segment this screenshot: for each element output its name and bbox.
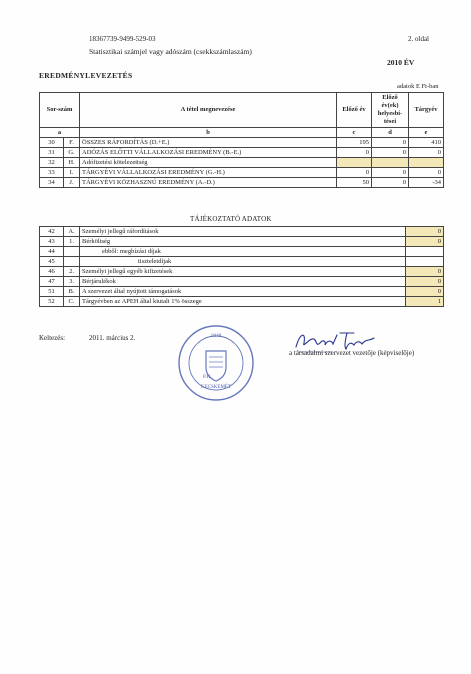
letter-b: b [80, 128, 337, 138]
table-row [40, 158, 444, 168]
row-number: 32 [40, 158, 64, 168]
row-name: tiszteletdíjak [80, 257, 406, 267]
stamp-city: KECSKEMÉT [201, 385, 231, 390]
row-name: Személyi jellegű ráfordítások [80, 227, 406, 237]
row-name: ÖSSZES RÁFORDÍTÁS (D.+E.) [80, 138, 337, 148]
prev-year-value: 195 [337, 138, 372, 148]
prev-year-value: 50 [337, 178, 372, 188]
letter-d: d [372, 128, 409, 138]
prev-year-value: 0 [337, 148, 372, 158]
units-note: adatok E Ft-ban [397, 83, 439, 90]
row-code: F. [64, 138, 80, 148]
stamp-ph: P.H. [203, 375, 212, 380]
row-name: Tárgyévben az APEH által kiutalt 1% összege [80, 297, 406, 307]
info-value: 0 [406, 237, 444, 247]
row-code: B. [64, 287, 80, 297]
tax-id: 18367739-9499-529-03 [89, 35, 156, 43]
table-row [40, 227, 444, 237]
info-value [406, 257, 444, 267]
info-value: 0 [406, 277, 444, 287]
table-row [40, 148, 444, 158]
header-current-year: Tárgyév [409, 93, 444, 128]
section-title: EREDMÉNYLEVEZETÉS [39, 71, 133, 80]
row-number: 43 [40, 237, 64, 247]
row-name: TÁRGYÉVI VÁLLALKOZÁSI EREDMÉNY (G.-H.) [80, 168, 337, 178]
row-name: Bérköltség [80, 237, 406, 247]
row-number: 45 [40, 257, 64, 267]
current-year-value: 410 [409, 138, 444, 148]
row-code: 1. [64, 237, 80, 247]
table-row [40, 138, 444, 148]
letter-a: a [40, 128, 80, 138]
current-year-value [409, 158, 444, 168]
letter-e: e [409, 128, 444, 138]
page-number: 2. oldal [408, 35, 429, 43]
table-row [40, 297, 444, 307]
table-header-row [40, 93, 444, 128]
row-name: Személyi jellegű egyéb kifizetések [80, 267, 406, 277]
row-number: 52 [40, 297, 64, 307]
row-code: I. [64, 168, 80, 178]
header-item: A tétel megnevezése [80, 93, 337, 128]
row-code: 3. [64, 277, 80, 287]
header-prev-year: Előző év [337, 93, 372, 128]
row-code: J. [64, 178, 80, 188]
table-row [40, 247, 444, 257]
row-name: A szervezet által nyújtott támogatások [80, 287, 406, 297]
table-row [40, 168, 444, 178]
row-number: 33 [40, 168, 64, 178]
row-number: 34 [40, 178, 64, 188]
row-code: H. [64, 158, 80, 168]
row-name: ADÓZÁS ELŐTTI VÁLLALKOZÁSI EREDMÉNY (B.-E.) [80, 148, 337, 158]
row-number: 46 [40, 267, 64, 277]
prev-year-value: 0 [337, 168, 372, 178]
row-code [64, 247, 80, 257]
row-number: 30 [40, 138, 64, 148]
letter-c: c [337, 128, 372, 138]
stamp-year: 1848 [210, 333, 222, 339]
correction-value [372, 158, 409, 168]
report-year: 2010 ÉV [387, 58, 415, 67]
table-row [40, 267, 444, 277]
date-value: 2011. március 2. [89, 334, 136, 342]
row-name: ebből: megbízási díjak [80, 247, 406, 257]
row-number: 47 [40, 277, 64, 287]
table-row [40, 178, 444, 188]
correction-value: 0 [372, 168, 409, 178]
table-row [40, 277, 444, 287]
id-description: Statisztikai számjel vagy adószám (csekkszámlaszám) [89, 47, 252, 56]
correction-value: 0 [372, 148, 409, 158]
info-table [39, 226, 444, 307]
info-value: 0 [406, 267, 444, 277]
row-name: Adófizetési kötelezettség [80, 158, 337, 168]
row-number: 42 [40, 227, 64, 237]
correction-value: 0 [372, 178, 409, 188]
info-value [406, 247, 444, 257]
signature-caption: a társadalmi szervezet vezetője (képviselője) [289, 349, 415, 357]
row-name: Bérjárulékok [80, 277, 406, 287]
row-name: TÁRGYÉVI KÖZHASZNÚ EREDMÉNY (A.-D.) [80, 178, 337, 188]
row-number: 51 [40, 287, 64, 297]
income-statement-table [39, 92, 444, 188]
row-code [64, 257, 80, 267]
row-code: G. [64, 148, 80, 158]
correction-value: 0 [372, 138, 409, 148]
row-code: C. [64, 297, 80, 307]
info-value: 0 [406, 227, 444, 237]
prev-year-value [337, 158, 372, 168]
row-number: 44 [40, 247, 64, 257]
header-sorszam: Sor-szám [40, 93, 80, 128]
table-row [40, 257, 444, 267]
row-code: A. [64, 227, 80, 237]
header-corrections: Előző év(ek) helyesbí-tései [372, 93, 409, 128]
info-value: 0 [406, 287, 444, 297]
table-row [40, 287, 444, 297]
info-section-title: TÁJÉKOZTATÓ ADATOK [190, 215, 272, 223]
current-year-value: -34 [409, 178, 444, 188]
row-number: 31 [40, 148, 64, 158]
current-year-value: 0 [409, 148, 444, 158]
official-stamp [176, 323, 256, 403]
letters-row [40, 128, 444, 138]
date-label: Keltezés: [39, 334, 66, 342]
current-year-value: 0 [409, 168, 444, 178]
info-value: 1 [406, 297, 444, 307]
table-row [40, 237, 444, 247]
row-code: 2. [64, 267, 80, 277]
